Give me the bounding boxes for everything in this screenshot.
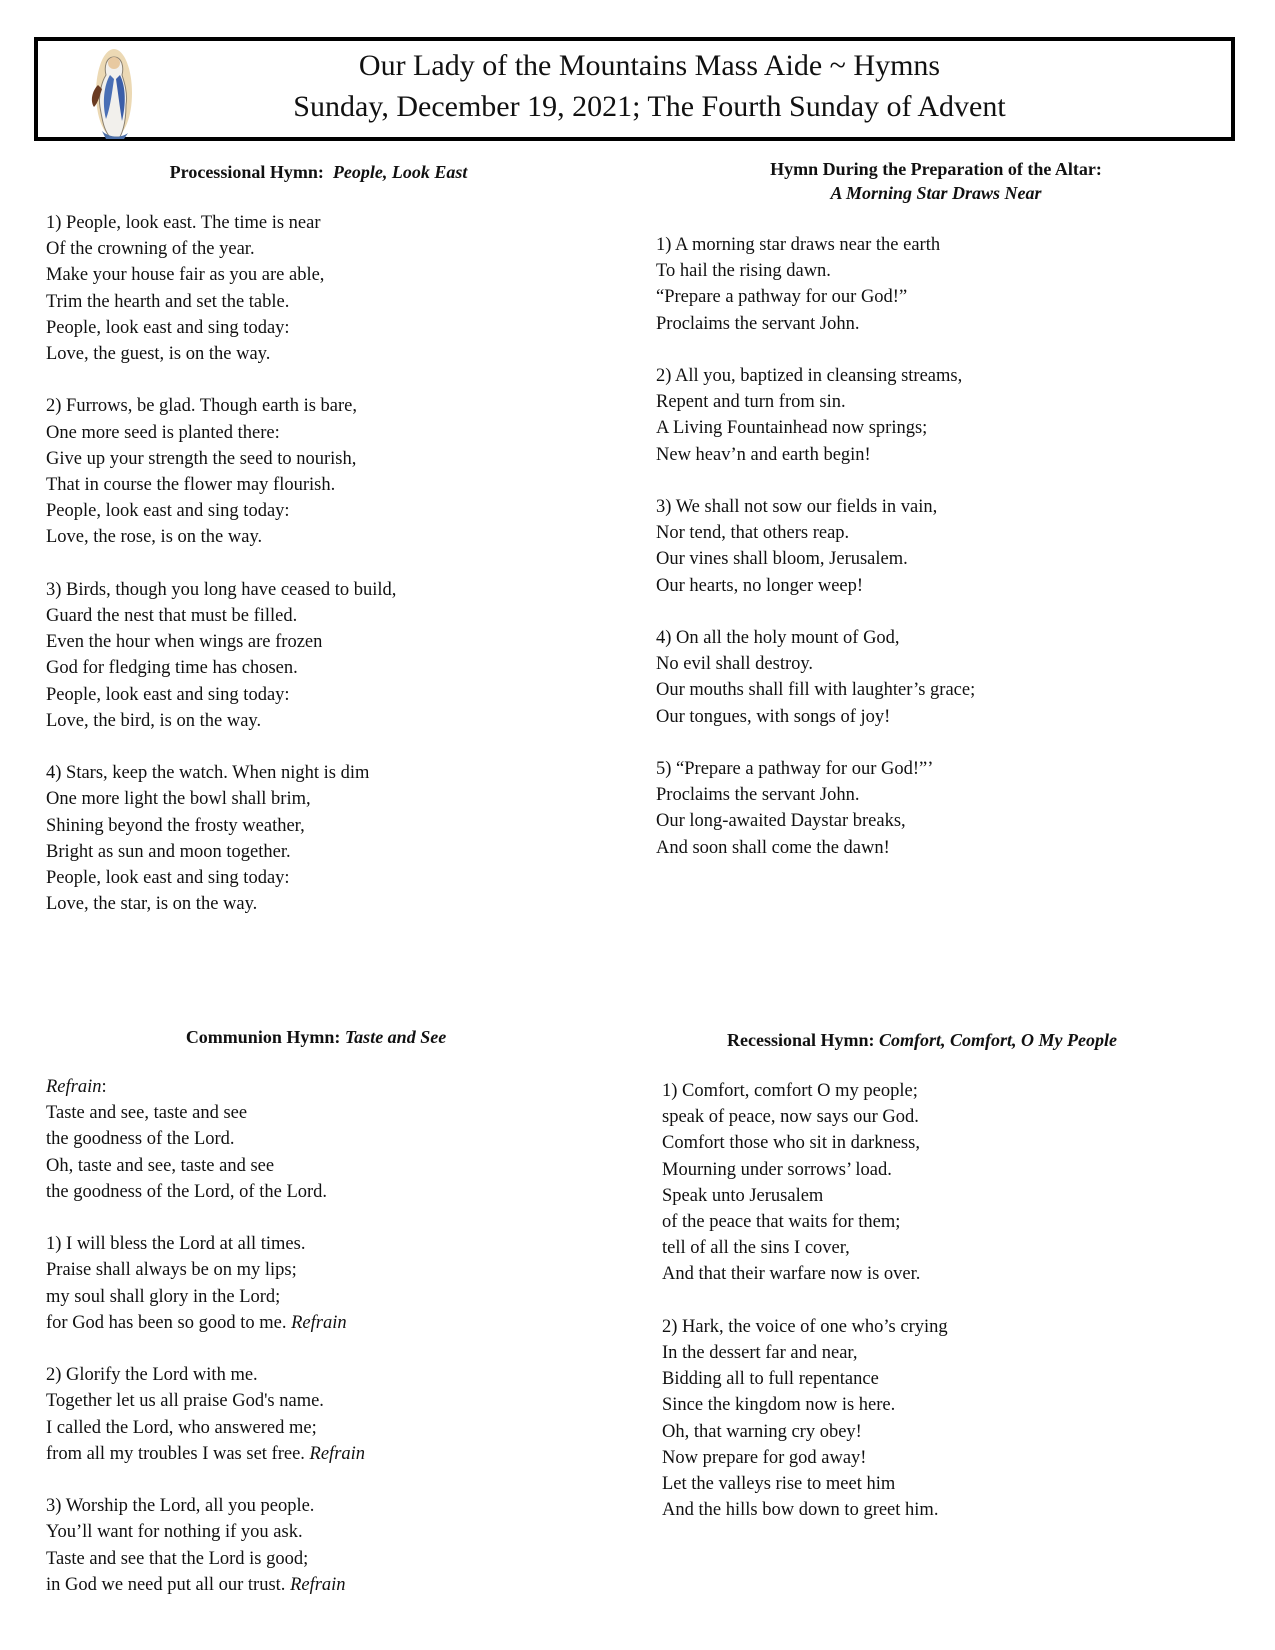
verse-line-text: for God has been so good to me.: [46, 1312, 287, 1333]
verse-line: And soon shall come the dawn!: [656, 837, 890, 858]
refrain-line: the goodness of the Lord, of the Lord.: [46, 1181, 328, 1202]
verse-line: 2) Glorify the Lord with me.: [46, 1365, 258, 1386]
verse-line: Let the valleys rise to meet him: [662, 1474, 896, 1495]
verse-line: Repent and turn from sin.: [656, 392, 846, 413]
processional-verse-2: [46, 393, 606, 550]
verse-line: No evil shall destroy.: [656, 654, 814, 675]
verse-line: Trim the hearth and set the table.: [46, 291, 290, 312]
processional-title: [46, 160, 591, 184]
verse-line: Our hearts, no longer weep!: [656, 575, 864, 596]
processional-section: [46, 160, 606, 917]
processional-name: People, Look East: [332, 162, 468, 182]
communion-verse-1: [46, 1231, 606, 1336]
verse-line: Shining beyond the frosty weather,: [46, 815, 305, 836]
verse-line: People, look east and sing today:: [46, 868, 290, 889]
verse-line: I called the Lord, who answered me;: [46, 1417, 317, 1438]
preparation-name: A Morning Star Draws Near: [830, 183, 1042, 203]
processional-label: Processional Hymn:: [169, 162, 324, 182]
verse-line: That in course the flower may flourish.: [46, 475, 336, 496]
refrain-line: Taste and see, taste and see: [46, 1103, 248, 1124]
verse-line: And that their warfare now is over.: [662, 1264, 921, 1285]
communion-verse-3: [46, 1493, 606, 1598]
verse-line: 4) Stars, keep the watch. When night is dim: [46, 763, 370, 784]
verse-line: Our vines shall bloom, Jerusalem.: [656, 549, 908, 570]
verse-line: People, look east and sing today:: [46, 317, 290, 338]
verse-line: A Living Fountainhead now springs;: [656, 418, 928, 439]
verse-line: One more seed is planted there:: [46, 422, 280, 443]
refrain-marker: Refrain: [309, 1443, 366, 1464]
verse-line: Love, the star, is on the way.: [46, 894, 258, 915]
verse-line: 5) “Prepare a pathway for our God!”’: [656, 759, 934, 779]
verse-line: 1) Comfort, comfort O my people;: [662, 1081, 918, 1101]
verse-line-text: in God we need put all our trust.: [46, 1574, 286, 1595]
verse-line: “Prepare a pathway for our God!”: [656, 287, 908, 308]
verse-line: 1) A morning star draws near the earth: [656, 235, 941, 255]
communion-name: Taste and See: [344, 1027, 447, 1047]
header-title: Our Lady of the Mountains Mass Aide ~ Hymns: [358, 49, 941, 82]
preparation-verse-2: [656, 363, 1216, 468]
recessional-label: Recessional Hymn:: [727, 1030, 875, 1050]
processional-verse-3: [46, 577, 606, 734]
communion-section: [46, 1025, 606, 1598]
recessional-title: [662, 1028, 1182, 1052]
verse-line: Taste and see that the Lord is good;: [46, 1548, 309, 1569]
refrain-marker: Refrain: [291, 1312, 347, 1333]
verse-line: New heav’n and earth begin!: [656, 444, 871, 465]
verse-line: 2) Furrows, be glad. Though earth is bare,: [46, 396, 358, 417]
verse-line: tell of all the sins I cover,: [662, 1238, 850, 1259]
verse-line: Even the hour when wings are frozen: [46, 632, 323, 653]
verse-line: People, look east and sing today:: [46, 501, 290, 522]
refrain-heading: [46, 1074, 606, 1100]
recessional-verse-1: [662, 1078, 1222, 1288]
verse-line: Our mouths shall fill with laughter’s grace;: [656, 680, 976, 701]
refrain-marker: Refrain: [290, 1574, 346, 1595]
verse-line: Love, the guest, is on the way.: [46, 344, 271, 365]
communion-title: [46, 1025, 586, 1049]
header-date: Sunday, December 19, 2021; The Fourth Sunday of Advent: [293, 90, 1006, 123]
refrain-line: the goodness of the Lord.: [46, 1129, 235, 1150]
verse-line: 3) We shall not sow our fields in vain,: [656, 497, 938, 517]
verse-line: Praise shall always be on my lips;: [46, 1260, 297, 1281]
verse-line: Proclaims the servant John.: [656, 785, 860, 806]
verse-line: my soul shall glory in the Lord;: [46, 1286, 281, 1307]
preparation-verse-5: [656, 756, 1216, 861]
verse-line: Love, the bird, is on the way.: [46, 710, 262, 731]
verse-line: Bright as sun and moon together.: [46, 841, 291, 862]
processional-verse-1: [46, 210, 606, 367]
verse-line: To hail the rising dawn.: [656, 261, 831, 282]
verse-line-text: from all my troubles I was set free.: [46, 1443, 305, 1464]
preparation-label: Hymn During the Preparation of the Altar:: [770, 159, 1102, 179]
verse-line: God for fledging time has chosen.: [46, 658, 298, 679]
verse-line: Guard the nest that must be filled.: [46, 606, 298, 627]
recessional-section: [662, 1028, 1222, 1523]
verse-line: Mourning under sorrows’ load.: [662, 1159, 892, 1180]
verse-line: You’ll want for nothing if you ask.: [46, 1522, 303, 1543]
preparation-title: [656, 157, 1216, 205]
recessional-verse-2: [662, 1314, 1222, 1524]
verse-line: Of the crowning of the year.: [46, 239, 255, 260]
verse-line: One more light the bowl shall brim,: [46, 789, 311, 810]
preparation-section: [656, 157, 1216, 861]
verse-line: Make your house fair as you are able,: [46, 265, 325, 286]
communion-refrain: [46, 1074, 606, 1205]
verse-line: Nor tend, that others reap.: [656, 523, 850, 544]
communion-label: Communion Hymn:: [185, 1027, 341, 1047]
verse-line: Oh, that warning cry obey!: [662, 1421, 862, 1442]
verse-line: Proclaims the servant John.: [656, 313, 860, 334]
verse-line: 1) People, look east. The time is near: [46, 213, 321, 233]
verse-line: 3) Birds, though you long have ceased to build,: [46, 579, 397, 600]
preparation-verse-4: [656, 625, 1216, 730]
verse-line: of the peace that waits for them;: [662, 1212, 901, 1233]
verse-line: Bidding all to full repentance: [662, 1369, 879, 1390]
preparation-verse-3: [656, 494, 1216, 599]
verse-line: [46, 1441, 606, 1467]
refrain-label: Refrain: [46, 1077, 102, 1097]
verse-line: People, look east and sing today:: [46, 684, 290, 705]
verse-line: 4) On all the holy mount of God,: [656, 628, 900, 648]
verse-line: Comfort those who sit in darkness,: [662, 1133, 920, 1154]
verse-line: Our long-awaited Daystar breaks,: [656, 811, 906, 832]
header-box: [34, 37, 1235, 141]
verse-line: 1) I will bless the Lord at all times.: [46, 1234, 306, 1255]
verse-line: Give up your strength the seed to nourish,: [46, 448, 357, 469]
verse-line: In the dessert far and near,: [662, 1343, 858, 1364]
verse-line: And the hills bow down to greet him.: [662, 1500, 939, 1521]
verse-line: Since the kingdom now is here.: [662, 1395, 896, 1416]
verse-line: speak of peace, now says our God.: [662, 1107, 919, 1128]
communion-verse-2: [46, 1362, 606, 1467]
verse-line: [46, 1572, 606, 1598]
verse-line: [46, 1310, 606, 1336]
refrain-colon: :: [101, 1077, 107, 1097]
recessional-name: Comfort, Comfort, O My People: [879, 1030, 1117, 1050]
refrain-line: Oh, taste and see, taste and see: [46, 1155, 275, 1176]
verse-line: Speak unto Jerusalem: [662, 1185, 824, 1206]
verse-line: Our tongues, with songs of joy!: [656, 706, 891, 727]
preparation-verse-1: [656, 232, 1216, 337]
verse-line: Together let us all praise God's name.: [46, 1391, 324, 1412]
verse-line: 2) Hark, the voice of one who’s crying: [662, 1316, 948, 1337]
verse-line: Now prepare for god away!: [662, 1447, 867, 1468]
verse-line: 3) Worship the Lord, all you people.: [46, 1496, 315, 1517]
verse-line: Love, the rose, is on the way.: [46, 527, 263, 548]
processional-verse-4: [46, 760, 606, 917]
verse-line: 2) All you, baptized in cleansing streams,: [656, 366, 963, 386]
